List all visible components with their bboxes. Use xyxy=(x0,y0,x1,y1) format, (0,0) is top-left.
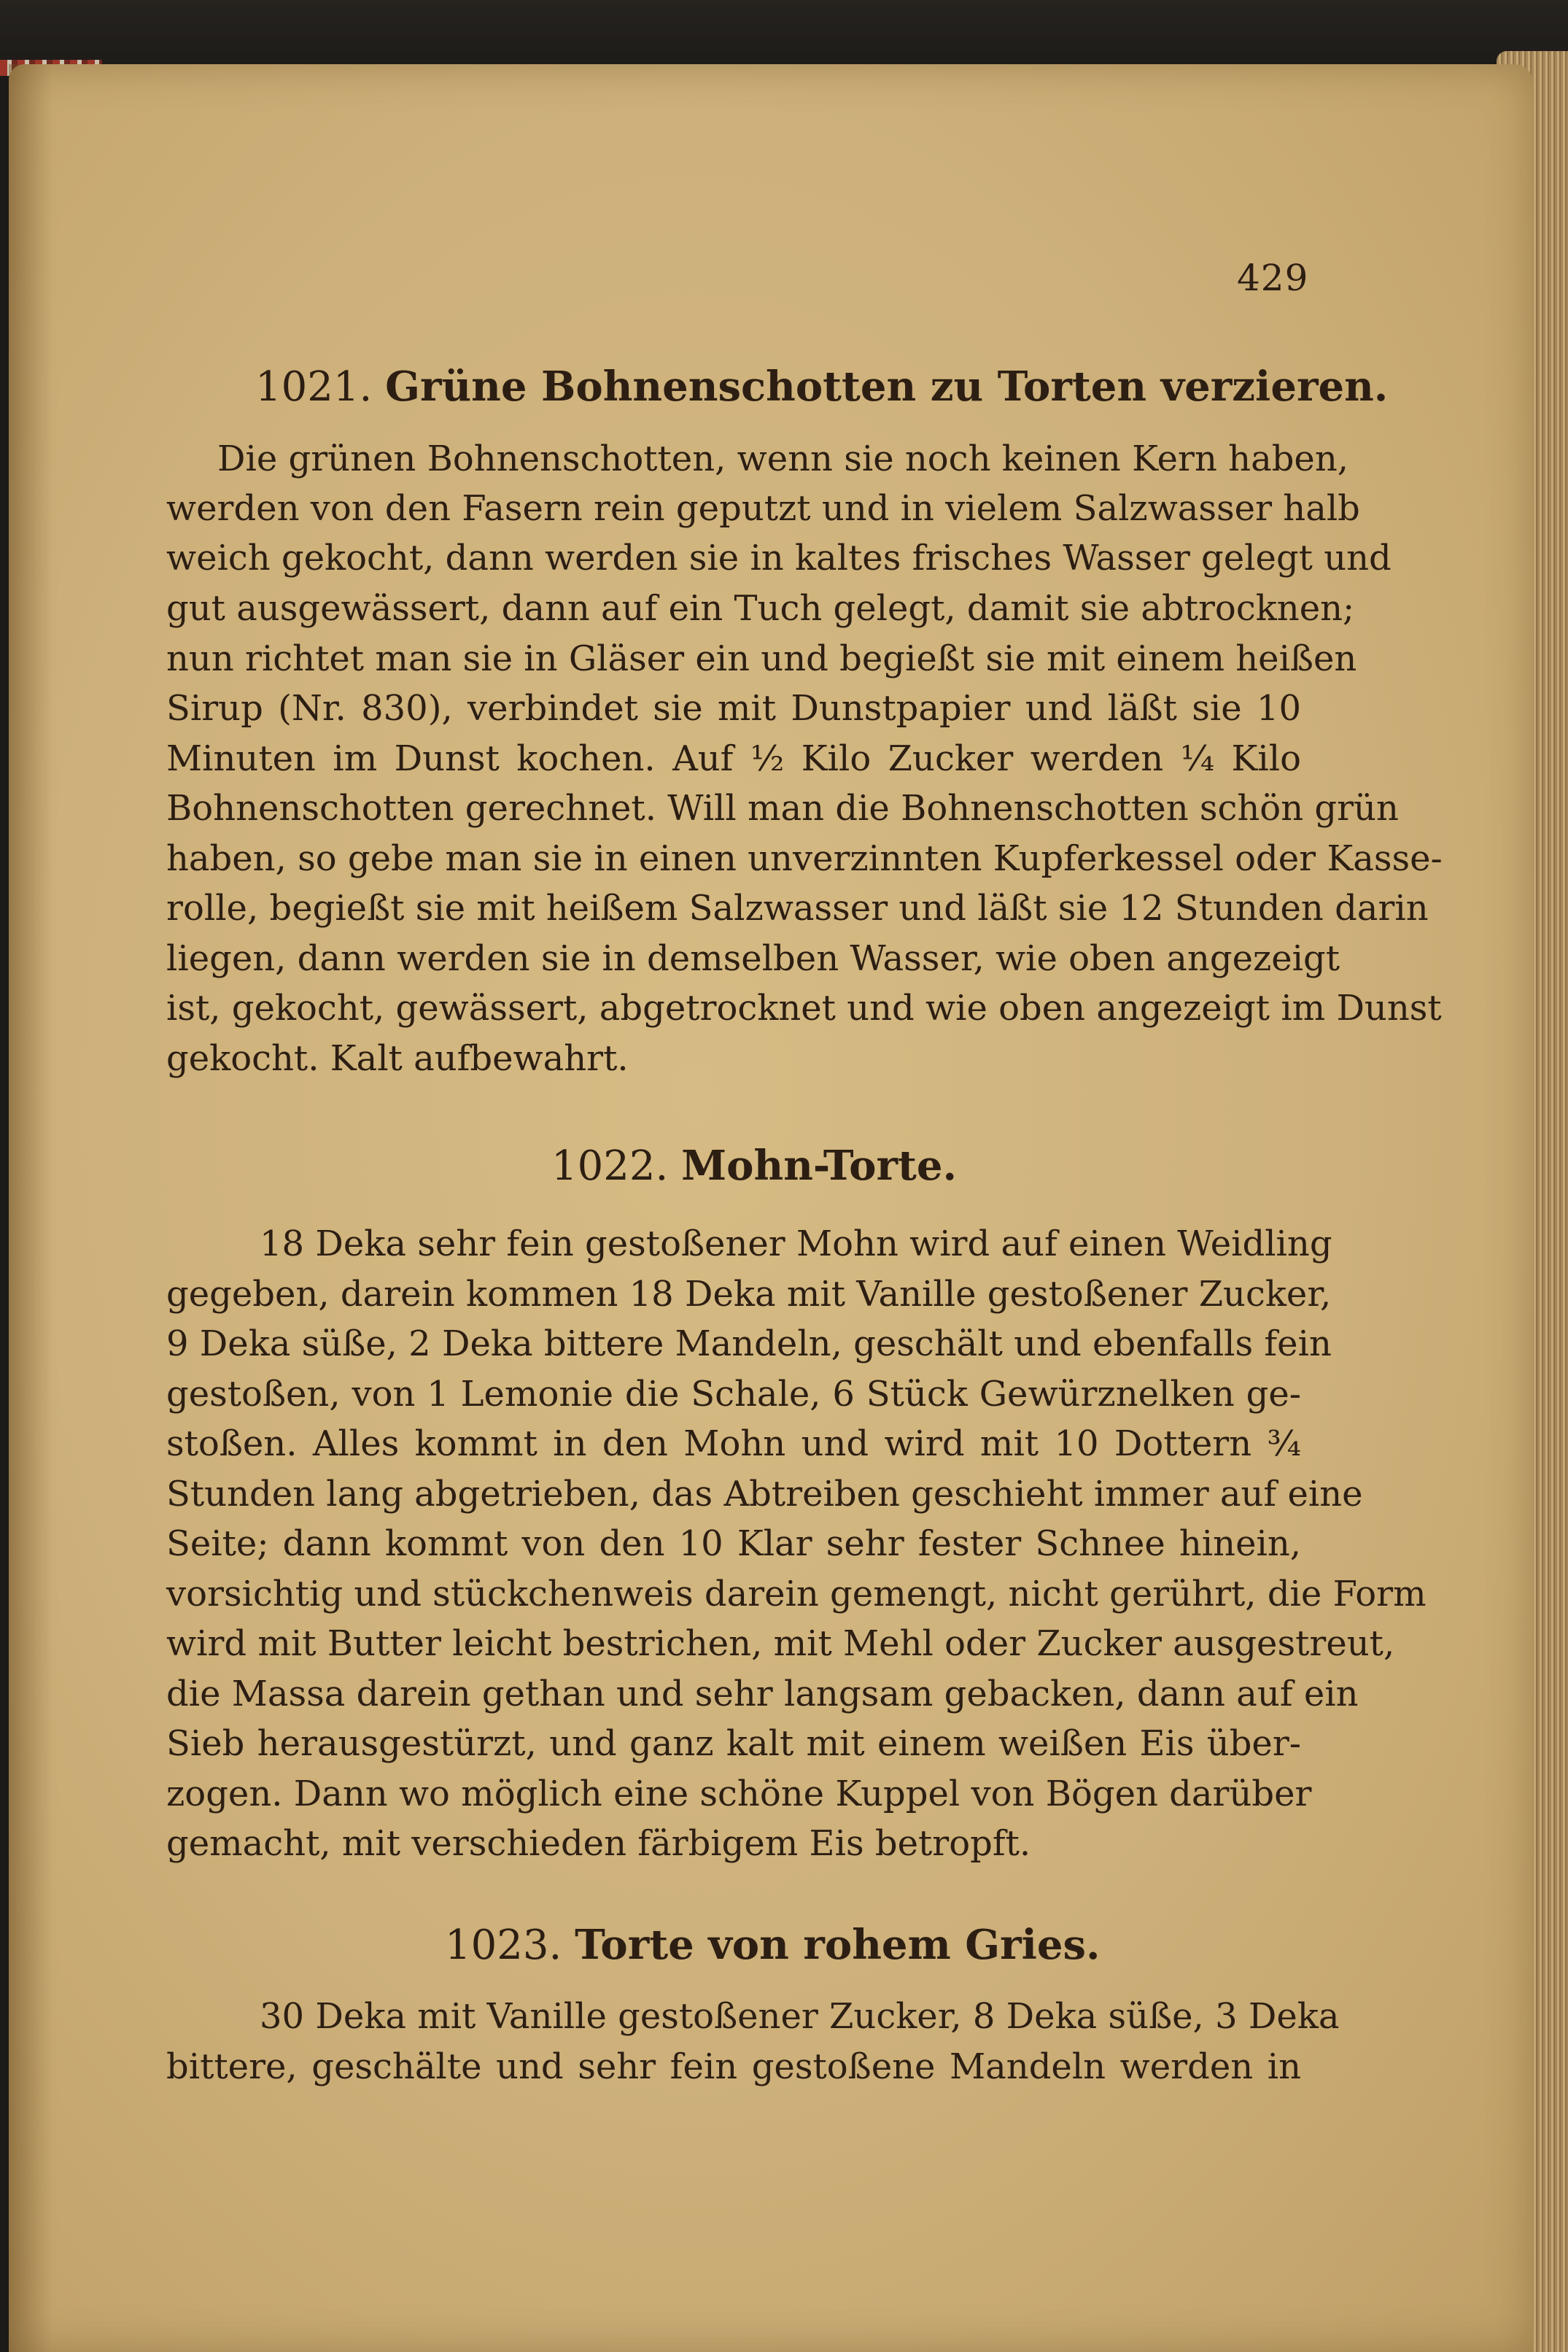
text-line: vorsichtig und stückchenweis darein gemengt, nicht gerührt, die Form xyxy=(166,1574,1427,1614)
text-line: Stunden lang abgetrieben, das Abtreiben geschieht immer auf eine xyxy=(166,1474,1363,1515)
page-gutter-shadow xyxy=(9,64,53,2352)
text-line: gekocht. Kalt aufbewahrt. xyxy=(166,1038,629,1079)
section-heading xyxy=(445,1921,1101,1969)
section-number: 1022. xyxy=(551,1142,669,1190)
text-line: wird mit Butter leicht bestrichen, mit Mehl oder Zucker ausgestreut, xyxy=(166,1623,1395,1664)
section-heading xyxy=(255,363,1388,411)
text-line: 30 Deka mit Vanille gestoßener Zucker, 8 Deka süße, 3 Deka xyxy=(260,1996,1340,2037)
text-line: zogen. Dann wo möglich eine schöne Kuppel von Bögen darüber xyxy=(166,1773,1312,1814)
text-line: weich gekocht, dann werden sie in kaltes frisches Wasser gelegt und xyxy=(166,538,1392,579)
text-line: Die grünen Bohnenschotten, wenn sie noch keinen Kern haben, xyxy=(217,438,1348,479)
section-title: Grüne Bohnenschotten zu Torten verzieren. xyxy=(385,363,1389,411)
text-line: Bohnenschotten gerechnet. Will man die Bohnenschotten schön grün xyxy=(166,788,1399,829)
text-line: gestoßen, von 1 Lemonie die Schale, 6 Stück Gewürznelken ge- xyxy=(166,1374,1301,1415)
text-line: nun richtet man sie in Gläser ein und begießt sie mit einem heißen xyxy=(166,638,1357,679)
text-line: Minuten im Dunst kochen. Auf ½ Kilo Zucker werden ¼ Kilo xyxy=(166,738,1301,779)
section-heading xyxy=(551,1142,957,1190)
text-line: stoßen. Alles kommt in den Mohn und wird mit 10 Dottern ¾ xyxy=(166,1423,1301,1464)
section-number: 1021. xyxy=(255,363,373,411)
section-title: Torte von rohem Gries. xyxy=(575,1921,1101,1969)
text-line: Sirup (Nr. 830), verbindet sie mit Dunstpapier und läßt sie 10 xyxy=(166,688,1301,729)
text-line: gegeben, darein kommen 18 Deka mit Vanille gestoßener Zucker, xyxy=(166,1274,1332,1315)
page-number: 429 xyxy=(1237,257,1309,299)
scanner-background xyxy=(0,0,1568,69)
text-line: haben, so gebe man sie in einen unverzinnten Kupferkessel oder Kasse- xyxy=(166,838,1443,879)
text-line: Seite; dann kommt von den 10 Klar sehr fester Schnee hinein, xyxy=(166,1523,1301,1564)
section-title: Mohn-Torte. xyxy=(681,1142,957,1190)
text-line: liegen, dann werden sie in demselben Wasser, wie oben angezeigt xyxy=(166,938,1340,979)
text-line: ist, gekocht, gewässert, abgetrocknet und wie oben angezeigt im Dunst xyxy=(166,988,1442,1029)
text-line: rolle, begießt sie mit heißem Salzwasser und läßt sie 12 Stunden darin xyxy=(166,888,1429,929)
text-line: werden von den Fasern rein geputzt und in vielem Salzwasser halb xyxy=(166,488,1360,529)
text-line: die Massa darein gethan und sehr langsam gebacken, dann auf ein xyxy=(166,1674,1359,1714)
text-line: gut ausgewässert, dann auf ein Tuch gelegt, damit sie abtrocknen; xyxy=(166,588,1355,629)
text-line: Sieb herausgestürzt, und ganz kalt mit einem weißen Eis über- xyxy=(166,1723,1301,1764)
text-line: gemacht, mit verschieden färbigem Eis betropft. xyxy=(166,1823,1031,1864)
section-number: 1023. xyxy=(445,1922,562,1969)
text-line: 9 Deka süße, 2 Deka bittere Mandeln, geschält und ebenfalls fein xyxy=(166,1323,1332,1364)
text-line: 18 Deka sehr fein gestoßener Mohn wird auf einen Weidling xyxy=(260,1223,1332,1264)
text-line: bittere, geschälte und sehr fein gestoßene Mandeln werden in xyxy=(166,2046,1301,2087)
